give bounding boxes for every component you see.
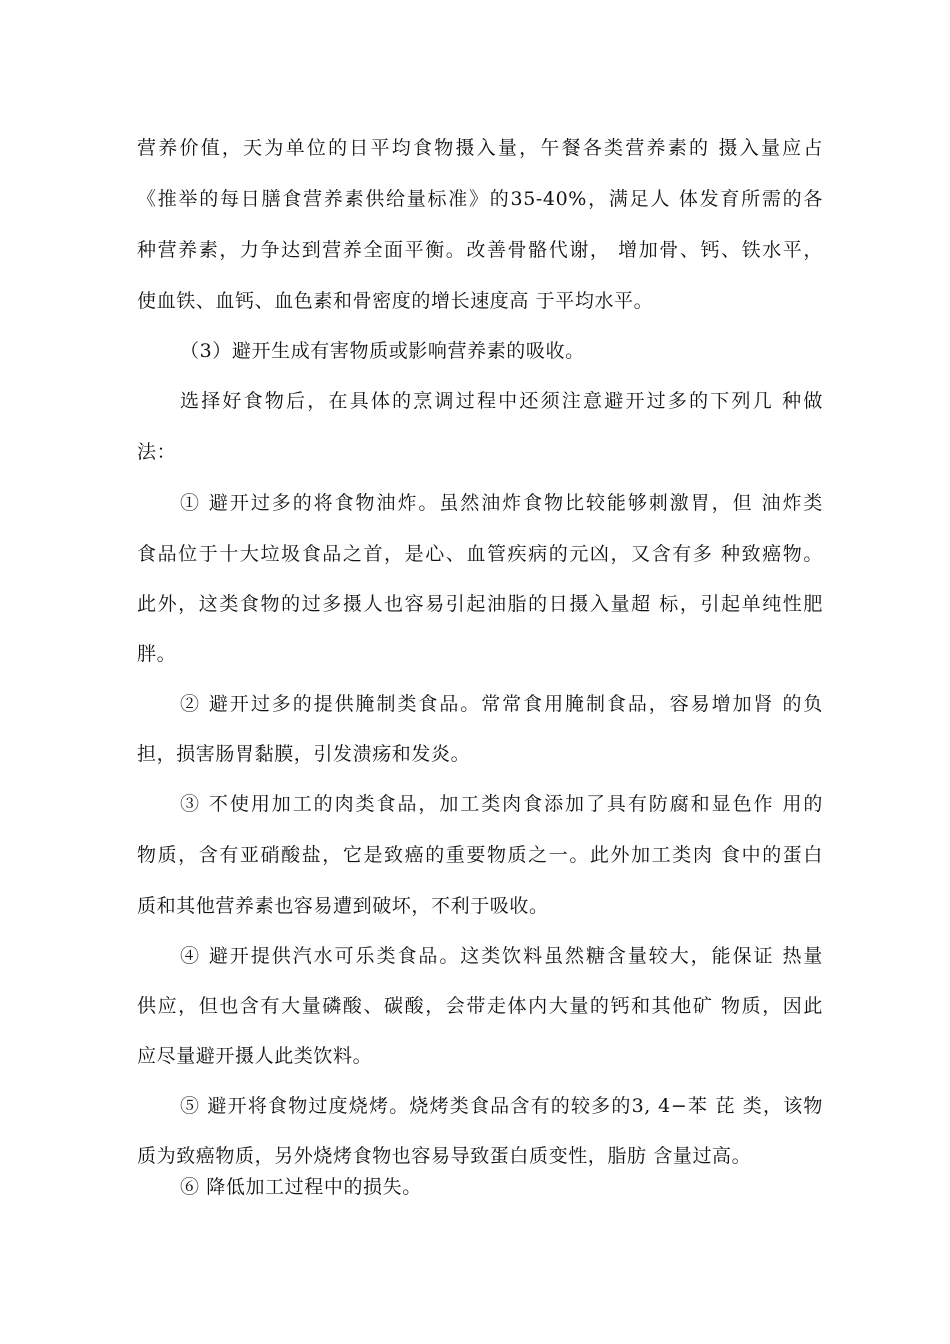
section-heading-3: （3）避开生成有害物质或影响营养素的吸收。 <box>180 340 585 362</box>
list-item-5-line-1: ⑤ 避开将食物过度烧烤。烧烤类食品含有的较多的3, 4−苯 芘 类，该物 <box>180 1095 823 1117</box>
list-item-5-line-2: 质为致癌物质，另外烧烤食物也容易导致蛋白质变性，脂肪 含量过高。 <box>137 1145 752 1167</box>
text-line-1: 营养价值，天为单位的日平均食物摄入量，午餐各类营养素的 摄入量应占 <box>137 137 823 159</box>
text-line-3: 种营养素，力争达到营养全面平衡。改善骨骼代谢， 增加骨、钙、铁水平， <box>137 239 823 261</box>
text-line-6: 选择好食物后，在具体的烹调过程中还须注意避开过多的下列几 种做 <box>180 390 823 412</box>
list-item-4-line-2: 供应，但也含有大量磷酸、碳酸，会带走体内大量的钙和其他矿 物质，因此 <box>137 995 823 1017</box>
list-item-3-line-3: 质和其他营养素也容易遭到破坏，不利于吸收。 <box>137 895 549 917</box>
list-item-2-line-1: ② 避开过多的提供腌制类食品。常常食用腌制食品，容易增加肾 的负 <box>180 693 823 715</box>
list-item-1-line-1: ① 避开过多的将食物油炸。虽然油炸食物比较能够刺激胃，但 油炸类 <box>180 492 823 514</box>
list-item-2-line-2: 担，损害肠胃黏膜，引发溃疡和发炎。 <box>137 743 471 765</box>
list-item-3-line-1: ③ 不使用加工的肉类食品，加工类肉食添加了具有防腐和显色作 用的 <box>180 793 823 815</box>
text-line-2: 《推举的每日膳食营养素供给量标准》的35-40%，满足人 体发育所需的各 <box>137 188 823 210</box>
text-line-7: 法： <box>137 441 177 463</box>
list-item-4-line-3: 应尽量避开摄人此类饮料。 <box>137 1045 373 1067</box>
text-line-4: 使血铁、血钙、血色素和骨密度的增长速度高 于平均水平。 <box>137 290 654 312</box>
list-item-1-line-3: 此外，这类食物的过多摄人也容易引起油脂的日摄入量超 标，引起单纯性肥 <box>137 593 823 615</box>
list-item-3-line-2: 物质，含有亚硝酸盐，它是致癌的重要物质之一。此外加工类肉 食中的蛋白 <box>137 844 823 866</box>
list-item-1-line-4: 胖。 <box>137 643 177 665</box>
list-item-1-line-2: 食品位于十大垃圾食品之首，是心、血管疾病的元凶，又含有多 种致癌物。 <box>137 543 823 565</box>
list-item-6-line-1: ⑥ 降低加工过程中的损失。 <box>180 1176 422 1198</box>
list-item-4-line-1: ④ 避开提供汽水可乐类食品。这类饮料虽然糖含量较大，能保证 热量 <box>180 945 823 967</box>
